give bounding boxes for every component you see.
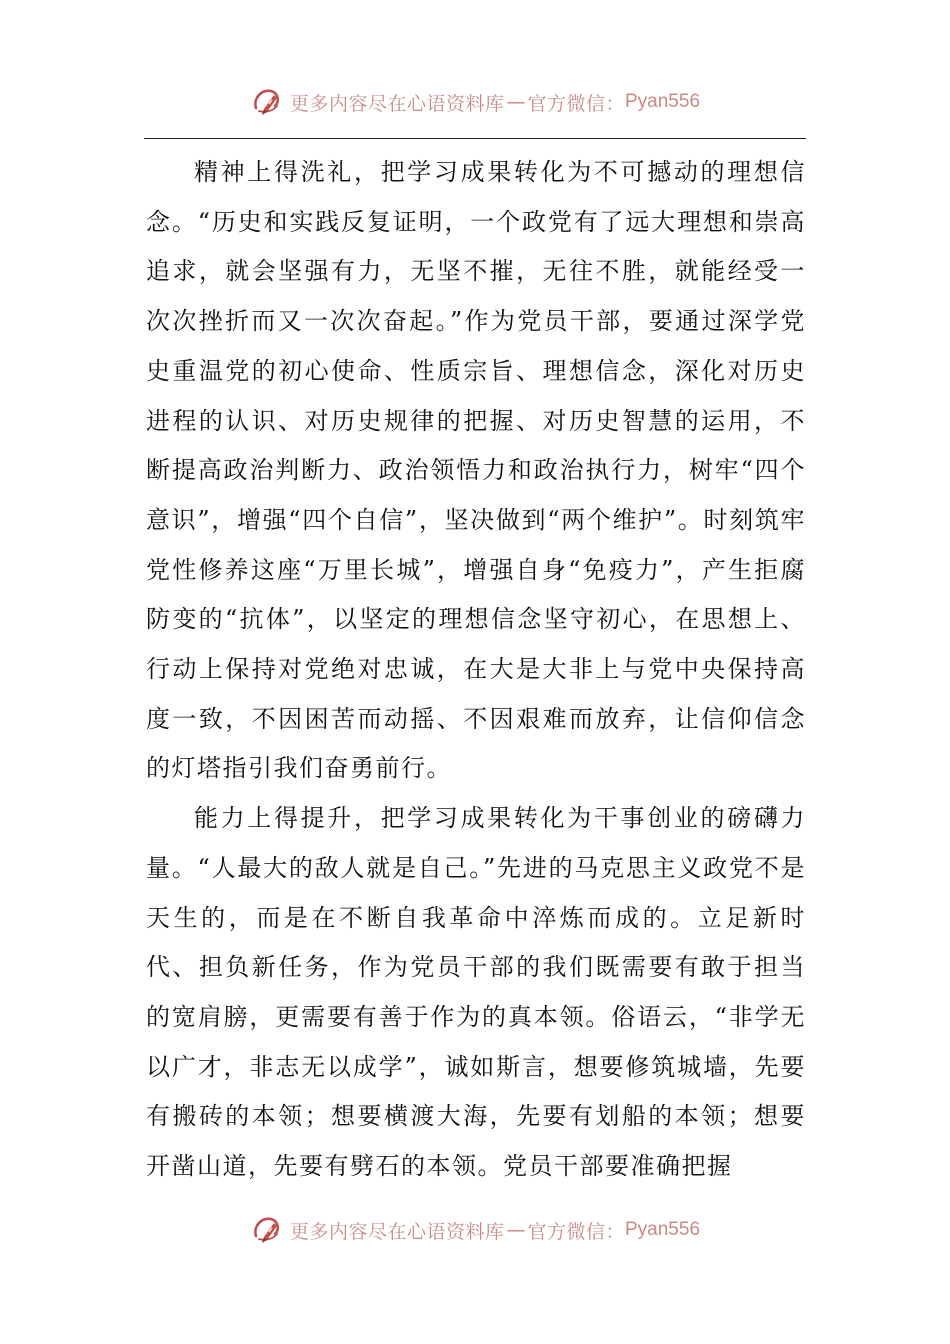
banner-text: 更多内容尽在心语资料库 (289, 92, 505, 115)
banner-separator: — (506, 91, 526, 113)
document-body (146, 148, 806, 1192)
paragraph-2: 能力上得提升，把学习成果转化为干事创业的磅礴力量。“人最大的敌人就是自己。”先进的马克思主义政党不是天生的，而是在不断自我革命中淬炼而成的。立足新时代、担负新任务，作为党员干部的我们既需要有敢于担当的宽肩膀，更需要有善于作为的真本领。俗语云，“非学无以广才，非志无以成学”，诚如斯言，想要修筑城墙，先要有搬砖的本领；想要横渡大海，先要有划船的本领；想要开凿山道，先要有劈石的本领。党员干部要准确把握 (146, 804, 806, 1181)
banner-wechat-id: Pyan556 (625, 1219, 701, 1240)
header-banner (0, 82, 950, 122)
header-rule (144, 138, 806, 139)
footer-banner (0, 1210, 950, 1250)
paragraph-1: 精神上得洗礼，把学习成果转化为不可撼动的理想信念。“历史和实践反复证明，一个政党有了远大理想和崇高追求，就会坚强有力，无坚不摧，无往不胜，就能经受一次次挫折而又一次次奋起。”作为党员干部，要通过深学党史重温党的初心使命、性质宗旨、理想信念，深化对历史进程的认识、对历史规律的把握、对历史智慧的运用，不断提高政治判断力、政治领悟力和政治执行力，树牢“四个意识”，增强“四个自信”，坚决做到“两个维护”。时刻筑牢党性修养这座“万里长城”，增强自身“免疫力”，产生拒腐防变的“抗体”，以坚定的理想信念坚守初心，在思想上、行动上保持对党绝对忠诚，在大是大非上与党中央保持高度一致，不因困苦而动摇、不因艰难而放弃，让信仰信念的灯塔指引我们奋勇前行。 (146, 158, 806, 783)
banner-separator: — (506, 1219, 526, 1241)
banner-label: 官方微信： (527, 1220, 625, 1243)
pen-logo-icon (250, 1212, 286, 1248)
pen-logo-icon (250, 84, 286, 120)
banner-wechat-id: Pyan556 (625, 91, 701, 112)
banner-text: 更多内容尽在心语资料库 (289, 1220, 505, 1243)
banner-label: 官方微信： (527, 92, 625, 115)
